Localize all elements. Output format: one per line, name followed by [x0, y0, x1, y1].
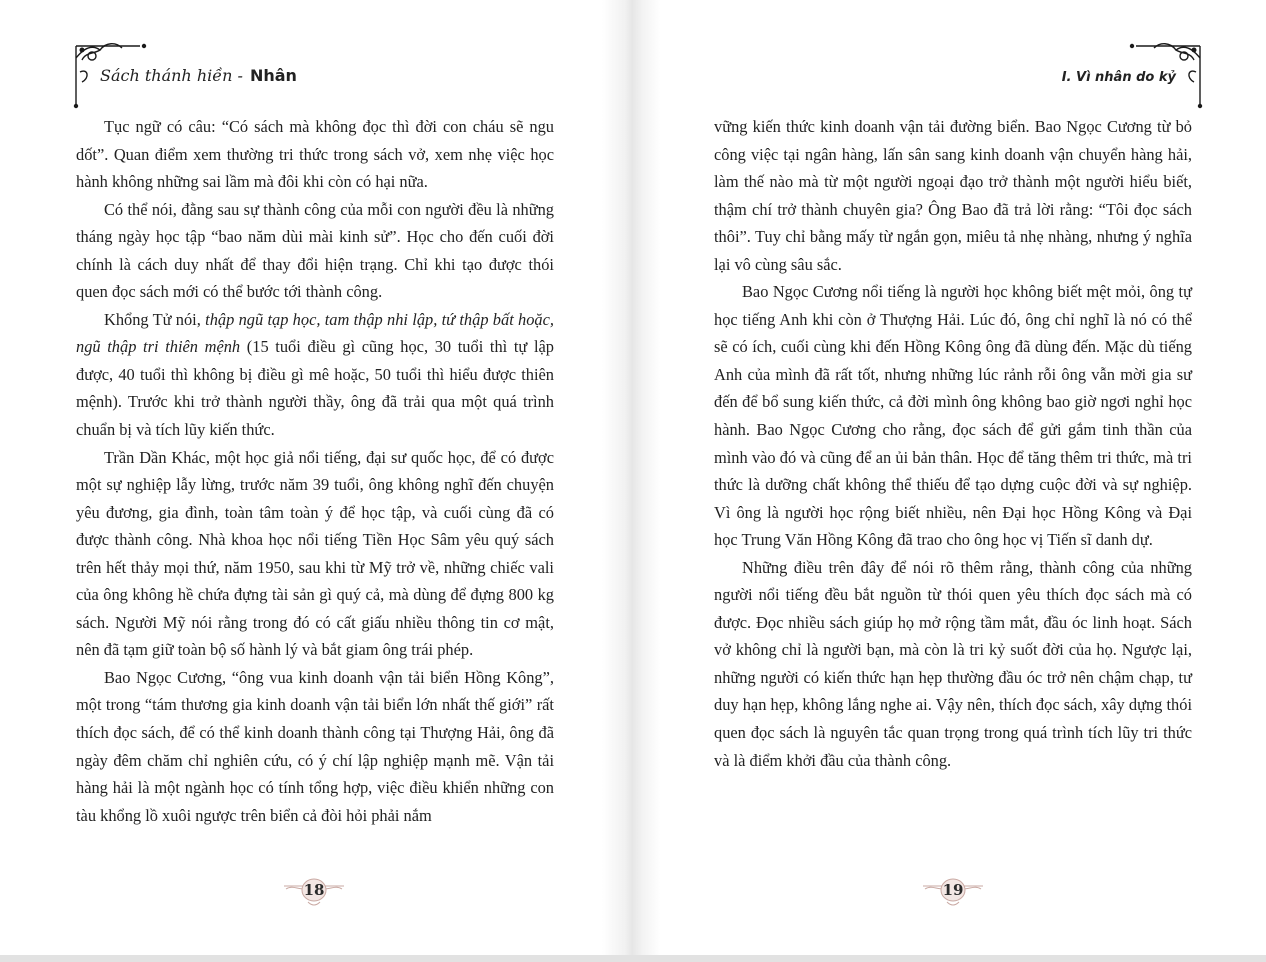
paragraph: Bao Ngọc Cương, “ông vua kinh doanh vận tải biển Hồng Kông”, một trong “tám thương gia kinh doanh vận tải biển lớn nhất thế giới” rất thích đọc sách, để có thể kinh doanh thành công tại Thượng Hải, ông đã ngày đêm chăm chỉ nghiên cứu, có ý chí lập nghiệp mạnh mẽ. Vận tải hàng hải là một ngành học có tính tổng hợp, việc điều khiển những con tàu khổng lồ xuôi ngược trên biển cả đòi hỏi phải nắm [76, 667, 554, 825]
paragraph: Bao Ngọc Cương nổi tiếng là người học không biết mệt mỏi, ông tự học tiếng Anh khi còn ở Thượng Hải. Lúc đó, ông chỉ nghĩ là nó có thể sẽ có ích, cuối cùng khi đến Hồng Kông ông đã dùng đến. Mặc dù tiếng Anh của mình đã rất tốt, nhưng những lúc rảnh rỗi ông vẫn mời gia sư đến để bổ sung kiến thức, cả đời mình ông không bao giờ ngơi nghỉ học hành. Bao Ngọc Cương cho rằng, đọc sách để gửi gắm tinh thần của mình vào đó và cũng để an ủi bản thân. Học để tăng thêm tri thức, mà tri thức là dưỡng chất không thể thiếu để tạo dựng cuộc đời và sự nghiệp. Vì ông là người học rộng biết nhiều, nên Đại học Hồng Kông và Đại học Trung Văn Hồng Kông đã trao cho ông học vị Tiến sĩ danh dự. [714, 282, 1192, 550]
paragraph [76, 306, 554, 444]
page-number-right [921, 876, 985, 906]
quote-italic: thập ngũ tạp học, tam thập nhi lập, tứ thập bất hoặc, ngũ thập tri thiên mệnh [76, 309, 554, 357]
right-page [640, 0, 1266, 955]
paragraph-start: Khổng Tử nói, [104, 309, 206, 329]
paragraph: Có thể nói, đằng sau sự thành công của mỗi con người đều là những tháng ngày học tập “bao năm dùi mài kinh sử”. Học cho đến cuối đời chính là cách duy nhất để thay đổi hiện trạng. Chỉ khi tạo được thói quen đọc sách mới có thể bước tới thành công. [76, 199, 554, 302]
left-body-text [76, 113, 554, 829]
paragraph: Trần Dần Khác, một học giả nổi tiếng, đại sư quốc học, để có được một sự nghiệp lẫy lừng, trước năm 39 tuổi, ông không nghĩ đến chuyện yêu đương, gia đình, toàn tâm toàn ý để học tập, và cuối cùng đã có được thành công. Nhà khoa học nổi tiếng Tiền Học Sâm yêu quý sách trên hết thảy mọi thứ, năm 1950, sau khi từ Mỹ trở về, những chiếc vali của ông không hề chứa đựng tài sản gì quý cả, mà dùng để đựng 800 kg sách. Người Mỹ nói rằng trong đó có cất giấu nhiều thông tin cơ mật, nên đã tạm giữ toàn bộ số hành lý và bắt giam ông trái phép. [76, 447, 554, 660]
page-number: 18 [303, 881, 325, 899]
header-book-title: Sách thánh hiền - [100, 66, 248, 85]
page-number: 19 [942, 881, 964, 899]
running-header-left [100, 66, 297, 85]
left-page [0, 0, 620, 955]
paragraph-end: (15 tuổi điều gì cũng học, 30 tuổi thì tự lập được, 40 tuổi thì không bị điều gì mê hoặc, 50 tuổi thì hiểu được thiên mệnh). Trước khi trở thành người thầy, ông đã trải qua một quá trình chuẩn bị và tích lũy kiến thức. [76, 337, 554, 440]
paragraph: vững kiến thức kinh doanh vận tải đường biển. Bao Ngọc Cương từ bỏ công việc tại ngân hàng, lấn sân sang kinh doanh vận chuyển hàng hải, làm thế nào mà từ một người ngoại đạo trở thành một người hiểu biết, thậm chí trở thành chuyên gia? Ông Bao đã trả lời rằng: “Tôi đọc sách thôi”. Tuy chỉ bằng mấy từ ngắn gọn, miêu tả nhẹ nhàng, nhưng ý nghĩa lại vô cùng sâu sắc. [714, 117, 1192, 274]
page-number-left [282, 876, 346, 906]
bottom-strip [0, 955, 1266, 962]
paragraph: Những điều trên đây để nói rõ thêm rằng, thành công của những người nổi tiếng đều bắt nguồn từ thói quen yêu thích đọc sách mà có được. Đọc nhiều sách giúp họ mở rộng tầm mắt, đầu óc linh hoạt. Sách vở không chỉ là người bạn, mà còn là tri kỷ suốt đời của họ. Ngược lại, những người có kiến thức hạn hẹp thường đầu óc trở nên chậm chạp, tư duy hạn hẹp, không lắng nghe ai. Vậy nên, thích đọc sách, xây dựng thói quen đọc sách là nguyên tắc quan trọng trong quá trình tích lũy tri thức và là điểm khởi đầu của thành công. [714, 557, 1192, 770]
right-body-text [714, 113, 1192, 774]
header-book-volume: Nhân [249, 66, 297, 85]
paragraph: Tục ngữ có câu: “Có sách mà không đọc thì đời con cháu sẽ ngu dốt”. Quan điểm xem thường tri thức trong sách vở, xem nhẹ việc học hành không những sai lầm mà đôi khi còn có hại nữa. [76, 117, 554, 192]
running-header-right: I. Vì nhân do kỷ [1061, 70, 1176, 85]
